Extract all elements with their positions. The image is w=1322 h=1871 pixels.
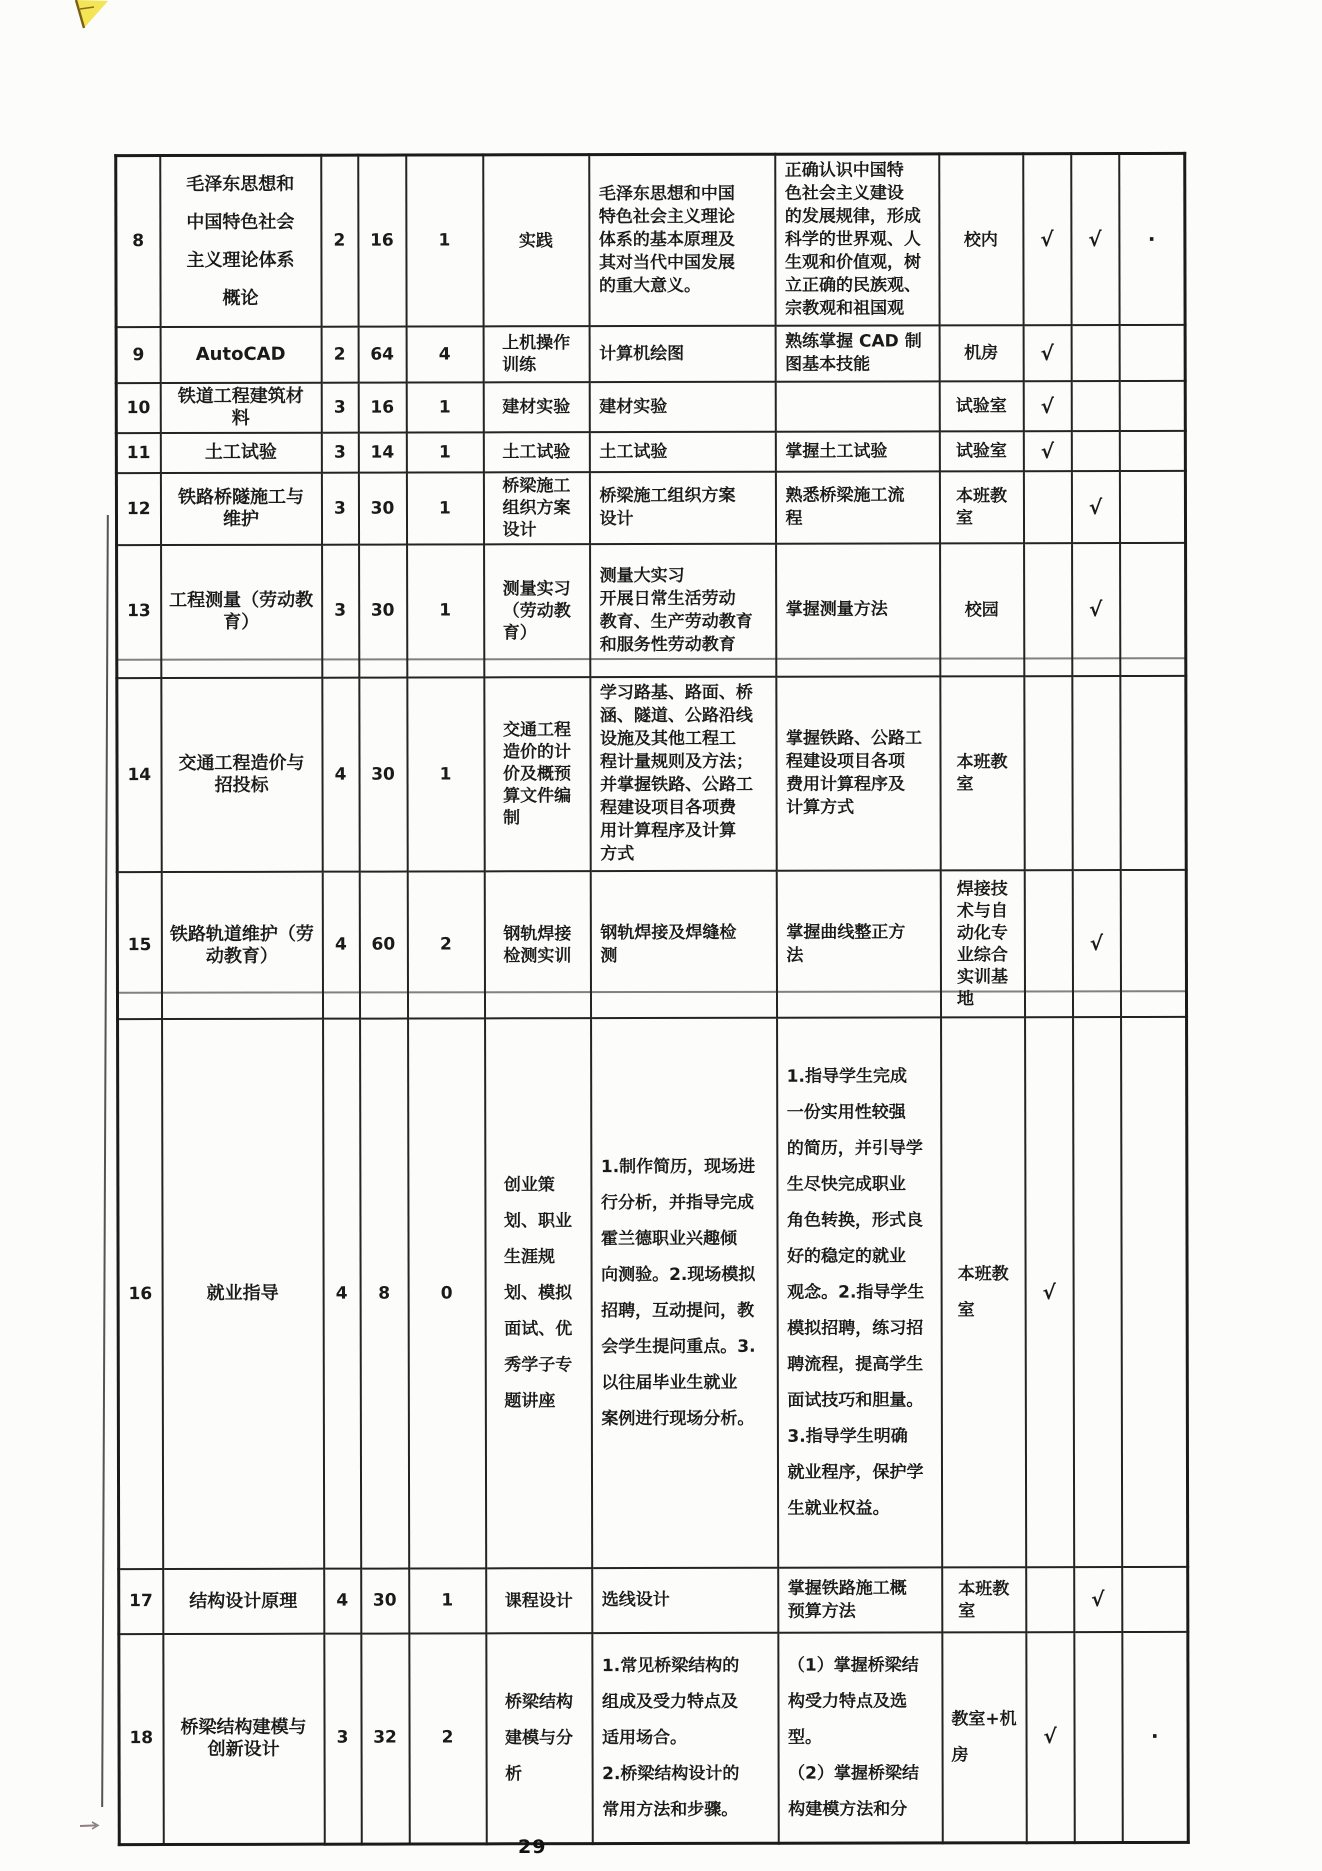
check-cell-2 <box>1072 676 1120 870</box>
practice-name-cell: 测量实习 （劳动教 育） <box>484 544 590 677</box>
table-row <box>116 471 1185 545</box>
num2-cell: 60 <box>359 872 407 1019</box>
table-row <box>116 153 1185 327</box>
practice-goal-cell: 熟练掌握 CAD 制 图基本技能 <box>775 325 939 381</box>
check-cell-3 <box>1120 543 1186 676</box>
num2-cell: 16 <box>358 383 406 433</box>
row-number-cell: 12 <box>116 473 160 545</box>
practice-goal-cell: 1.指导学生完成 一份实用性较强 的简历，并引导学 生尽快完成职业 角色转换，形式良 好的稳定的就业 观念。2.指导学生 模拟招聘，练习招 聘流程，提高学生 面试技巧和胆量。 3.指导学生明确 就业程序，保护学 生就业权益。 <box>777 1017 942 1567</box>
location-cell: 本班教 室 <box>939 471 1023 543</box>
practice-goal-cell: 掌握铁路施工概 预算方法 <box>778 1567 942 1632</box>
num2-cell: 32 <box>361 1634 409 1844</box>
num2-cell: 30 <box>359 545 407 678</box>
location-cell: 本班教 室 <box>940 676 1024 870</box>
check-cell-2 <box>1071 381 1119 431</box>
page-number: 29 <box>518 1836 547 1858</box>
check-cell-3 <box>1120 676 1186 870</box>
pen-mark-icon <box>78 1817 104 1836</box>
check-cell-1: √ <box>1023 325 1071 381</box>
table-row <box>117 543 1186 678</box>
num1-cell: 4 <box>322 678 359 872</box>
course-name-cell: 毛泽东思想和 中国特色社会 主义理论体系 概论 <box>160 155 321 327</box>
row-number-cell: 17 <box>119 1569 163 1634</box>
num1-cell: 2 <box>321 155 358 327</box>
row-number-cell: 14 <box>117 678 161 872</box>
num2-cell: 16 <box>358 155 406 327</box>
practice-content-cell: 1.制作简历，现场进 行分析，并指导完成 霍兰德职业兴趣倾 向测验。2.现场模拟 招聘，互动提问，教 会学生提问重点。3. 以往届毕业生就业 案例进行现场分析。 <box>591 1018 778 1568</box>
check-cell-3 <box>1121 1017 1188 1567</box>
table-row <box>116 381 1185 433</box>
practice-goal-cell: （1）掌握桥梁结 构受力特点及选 型。 （2）掌握桥梁结 构建模方法和分 <box>778 1632 942 1842</box>
practice-content-cell: 建材实验 <box>589 382 775 432</box>
course-name-cell: 铁路桥隧施工与 维护 <box>160 473 321 545</box>
location-cell: 机房 <box>939 325 1023 381</box>
course-name-cell: AutoCAD <box>160 327 321 383</box>
check-cell-3 <box>1119 381 1185 431</box>
num3-cell: 1 <box>406 155 483 327</box>
course-name-cell: 交通工程造价与 招投标 <box>161 678 322 872</box>
check-cell-2 <box>1074 1632 1122 1842</box>
check-cell-1 <box>1023 471 1071 543</box>
num1-cell: 2 <box>321 327 358 383</box>
check-cell-2: √ <box>1074 1567 1122 1632</box>
table-row <box>116 325 1185 383</box>
practice-name-cell: 土工试验 <box>483 432 589 472</box>
practice-name-cell: 创业策 划、职业 生涯规 划、模拟 面试、优 秀学子专 题讲座 <box>485 1018 592 1568</box>
course-name-cell: 就业指导 <box>162 1019 324 1569</box>
check-cell-2: √ <box>1071 154 1119 326</box>
num1-cell: 4 <box>322 872 359 1019</box>
num1-cell: 4 <box>324 1569 361 1634</box>
check-cell-1: √ <box>1026 1632 1074 1842</box>
practice-name-cell: 交通工程 造价的计 价及概预 算文件编 制 <box>484 677 590 871</box>
num1-cell: 3 <box>321 383 358 433</box>
course-name-cell: 铁路轨道维护（劳 动教育） <box>161 872 322 1019</box>
check-cell-1: √ <box>1023 381 1071 431</box>
course-name-cell: 工程测量（劳动教 育） <box>161 545 322 678</box>
practice-content-cell: 毛泽东思想和中国 特色社会主义理论 体系的基本原理及 其对当代中国发展 的重大意义。 <box>589 154 775 326</box>
location-cell: 试验室 <box>939 381 1023 431</box>
practice-goal-cell <box>775 381 939 431</box>
check-cell-3 <box>1119 325 1185 381</box>
num1-cell: 3 <box>322 545 359 678</box>
location-cell: 本班教 室 <box>941 1017 1026 1567</box>
check-cell-2 <box>1071 325 1119 381</box>
table-row <box>116 431 1185 473</box>
practice-name-cell: 建材实验 <box>483 382 589 432</box>
course-name-cell: 结构设计原理 <box>163 1569 324 1634</box>
practice-name-cell: 桥梁施工 组织方案 设计 <box>483 472 589 544</box>
num3-cell: 2 <box>409 1633 486 1843</box>
practice-goal-cell: 掌握土工试验 <box>775 431 939 471</box>
check-cell-2: √ <box>1072 543 1120 676</box>
practice-content-cell: 选线设计 <box>592 1568 778 1633</box>
check-cell-1 <box>1026 1567 1074 1632</box>
row-number-cell: 8 <box>116 156 160 328</box>
practice-content-cell: 学习路基、路面、桥 涵、隧道、公路沿线 设施及其他工程工 程计量规则及方法； 并掌握铁路、公路工 程建设项目各项费 用计算程序及计算 方式 <box>590 677 776 871</box>
location-cell: 本班教 室 <box>942 1567 1026 1632</box>
num3-cell: 1 <box>409 1568 486 1633</box>
num3-cell: 4 <box>406 326 483 382</box>
location-cell: 焊接技 术与自 动化专 业综合 实训基 地 <box>940 870 1024 1017</box>
check-cell-3: · <box>1122 1632 1188 1842</box>
practice-goal-cell: 掌握铁路、公路工 程建设项目各项 费用计算程序及 计算方式 <box>776 676 940 870</box>
num2-cell: 30 <box>358 473 406 545</box>
num3-cell: 1 <box>406 382 483 432</box>
check-cell-2 <box>1073 1017 1122 1567</box>
check-cell-2: √ <box>1072 870 1120 1017</box>
practice-name-cell: 课程设计 <box>486 1568 592 1633</box>
num3-cell: 1 <box>406 432 483 472</box>
highlighter-mark-icon <box>70 0 112 34</box>
num2-cell: 30 <box>359 678 407 872</box>
check-cell-3 <box>1120 870 1186 1017</box>
num1-cell: 4 <box>323 1019 361 1569</box>
row-number-cell: 18 <box>119 1634 163 1844</box>
location-cell: 教室+机 房 <box>942 1632 1026 1842</box>
row-number-cell: 13 <box>117 545 161 678</box>
num2-cell: 14 <box>358 433 406 473</box>
num1-cell: 3 <box>321 473 358 545</box>
table-row <box>117 676 1186 872</box>
course-name-cell: 土工试验 <box>160 433 321 473</box>
check-cell-2: √ <box>1071 471 1119 543</box>
table-row <box>119 1632 1188 1844</box>
check-cell-3 <box>1122 1567 1188 1632</box>
practice-name-cell: 上机操作 训练 <box>483 326 589 382</box>
practice-name-cell: 实践 <box>483 155 589 327</box>
practice-content-cell: 钢轨焊接及焊缝检 测 <box>590 871 776 1018</box>
course-practice-table <box>114 152 1190 1846</box>
num2-cell: 64 <box>358 327 406 383</box>
row-number-cell: 9 <box>116 327 160 383</box>
check-cell-1 <box>1024 870 1072 1017</box>
num2-cell: 30 <box>361 1569 409 1634</box>
practice-name-cell: 桥梁结构 建模与分 析 <box>486 1633 592 1843</box>
num1-cell: 3 <box>321 433 358 473</box>
location-cell: 校内 <box>939 154 1023 326</box>
num3-cell: 0 <box>408 1018 486 1568</box>
num3-cell: 1 <box>406 472 483 544</box>
check-cell-1: √ <box>1025 1017 1074 1567</box>
num3-cell: 2 <box>407 871 484 1018</box>
practice-content-cell: 测量大实习 开展日常生活劳动 教育、生产劳动教育 和服务性劳动教育 <box>590 544 776 677</box>
row-number-cell: 16 <box>118 1019 163 1569</box>
row-number-cell: 15 <box>117 872 161 1019</box>
row-number-cell: 10 <box>116 383 160 433</box>
practice-content-cell: 土工试验 <box>589 432 775 472</box>
scan-artifact-left-border <box>101 515 109 1807</box>
practice-goal-cell: 掌握曲线整正方 法 <box>776 870 940 1017</box>
check-cell-1: √ <box>1023 431 1071 471</box>
practice-goal-cell: 正确认识中国特 色社会主义建设 的发展规律，形成 科学的世界观、人 生观和价值观，树 立正确的民族观、 宗教观和祖国观 <box>775 154 939 326</box>
location-cell: 校园 <box>940 543 1024 676</box>
num3-cell: 1 <box>407 677 484 871</box>
table-row <box>117 870 1186 1019</box>
num2-cell: 8 <box>360 1019 409 1569</box>
location-cell: 试验室 <box>939 431 1023 471</box>
num1-cell: 3 <box>324 1634 361 1844</box>
practice-name-cell: 钢轨焊接 检测实训 <box>484 871 590 1018</box>
check-cell-1: √ <box>1023 154 1071 326</box>
num3-cell: 1 <box>407 544 484 677</box>
course-name-cell: 铁道工程建筑材 料 <box>160 383 321 433</box>
check-cell-2 <box>1071 431 1119 471</box>
practice-content-cell: 桥梁施工组织方案 设计 <box>589 472 775 544</box>
practice-content-cell: 1.常见桥梁结构的 组成及受力特点及 适用场合。 2.桥梁结构设计的 常用方法和步骤。 <box>592 1633 778 1843</box>
practice-goal-cell: 熟悉桥梁施工流 程 <box>775 471 939 543</box>
check-cell-3 <box>1119 431 1185 471</box>
check-cell-3 <box>1119 471 1185 543</box>
check-cell-1 <box>1024 676 1072 870</box>
practice-content-cell: 计算机绘图 <box>589 326 775 382</box>
course-name-cell: 桥梁结构建模与 创新设计 <box>163 1634 324 1844</box>
check-cell-1 <box>1024 543 1072 676</box>
table-row <box>118 1017 1188 1569</box>
table-row <box>119 1567 1188 1634</box>
row-number-cell: 11 <box>116 433 160 473</box>
check-cell-3: · <box>1119 153 1185 325</box>
practice-goal-cell: 掌握测量方法 <box>776 543 940 676</box>
